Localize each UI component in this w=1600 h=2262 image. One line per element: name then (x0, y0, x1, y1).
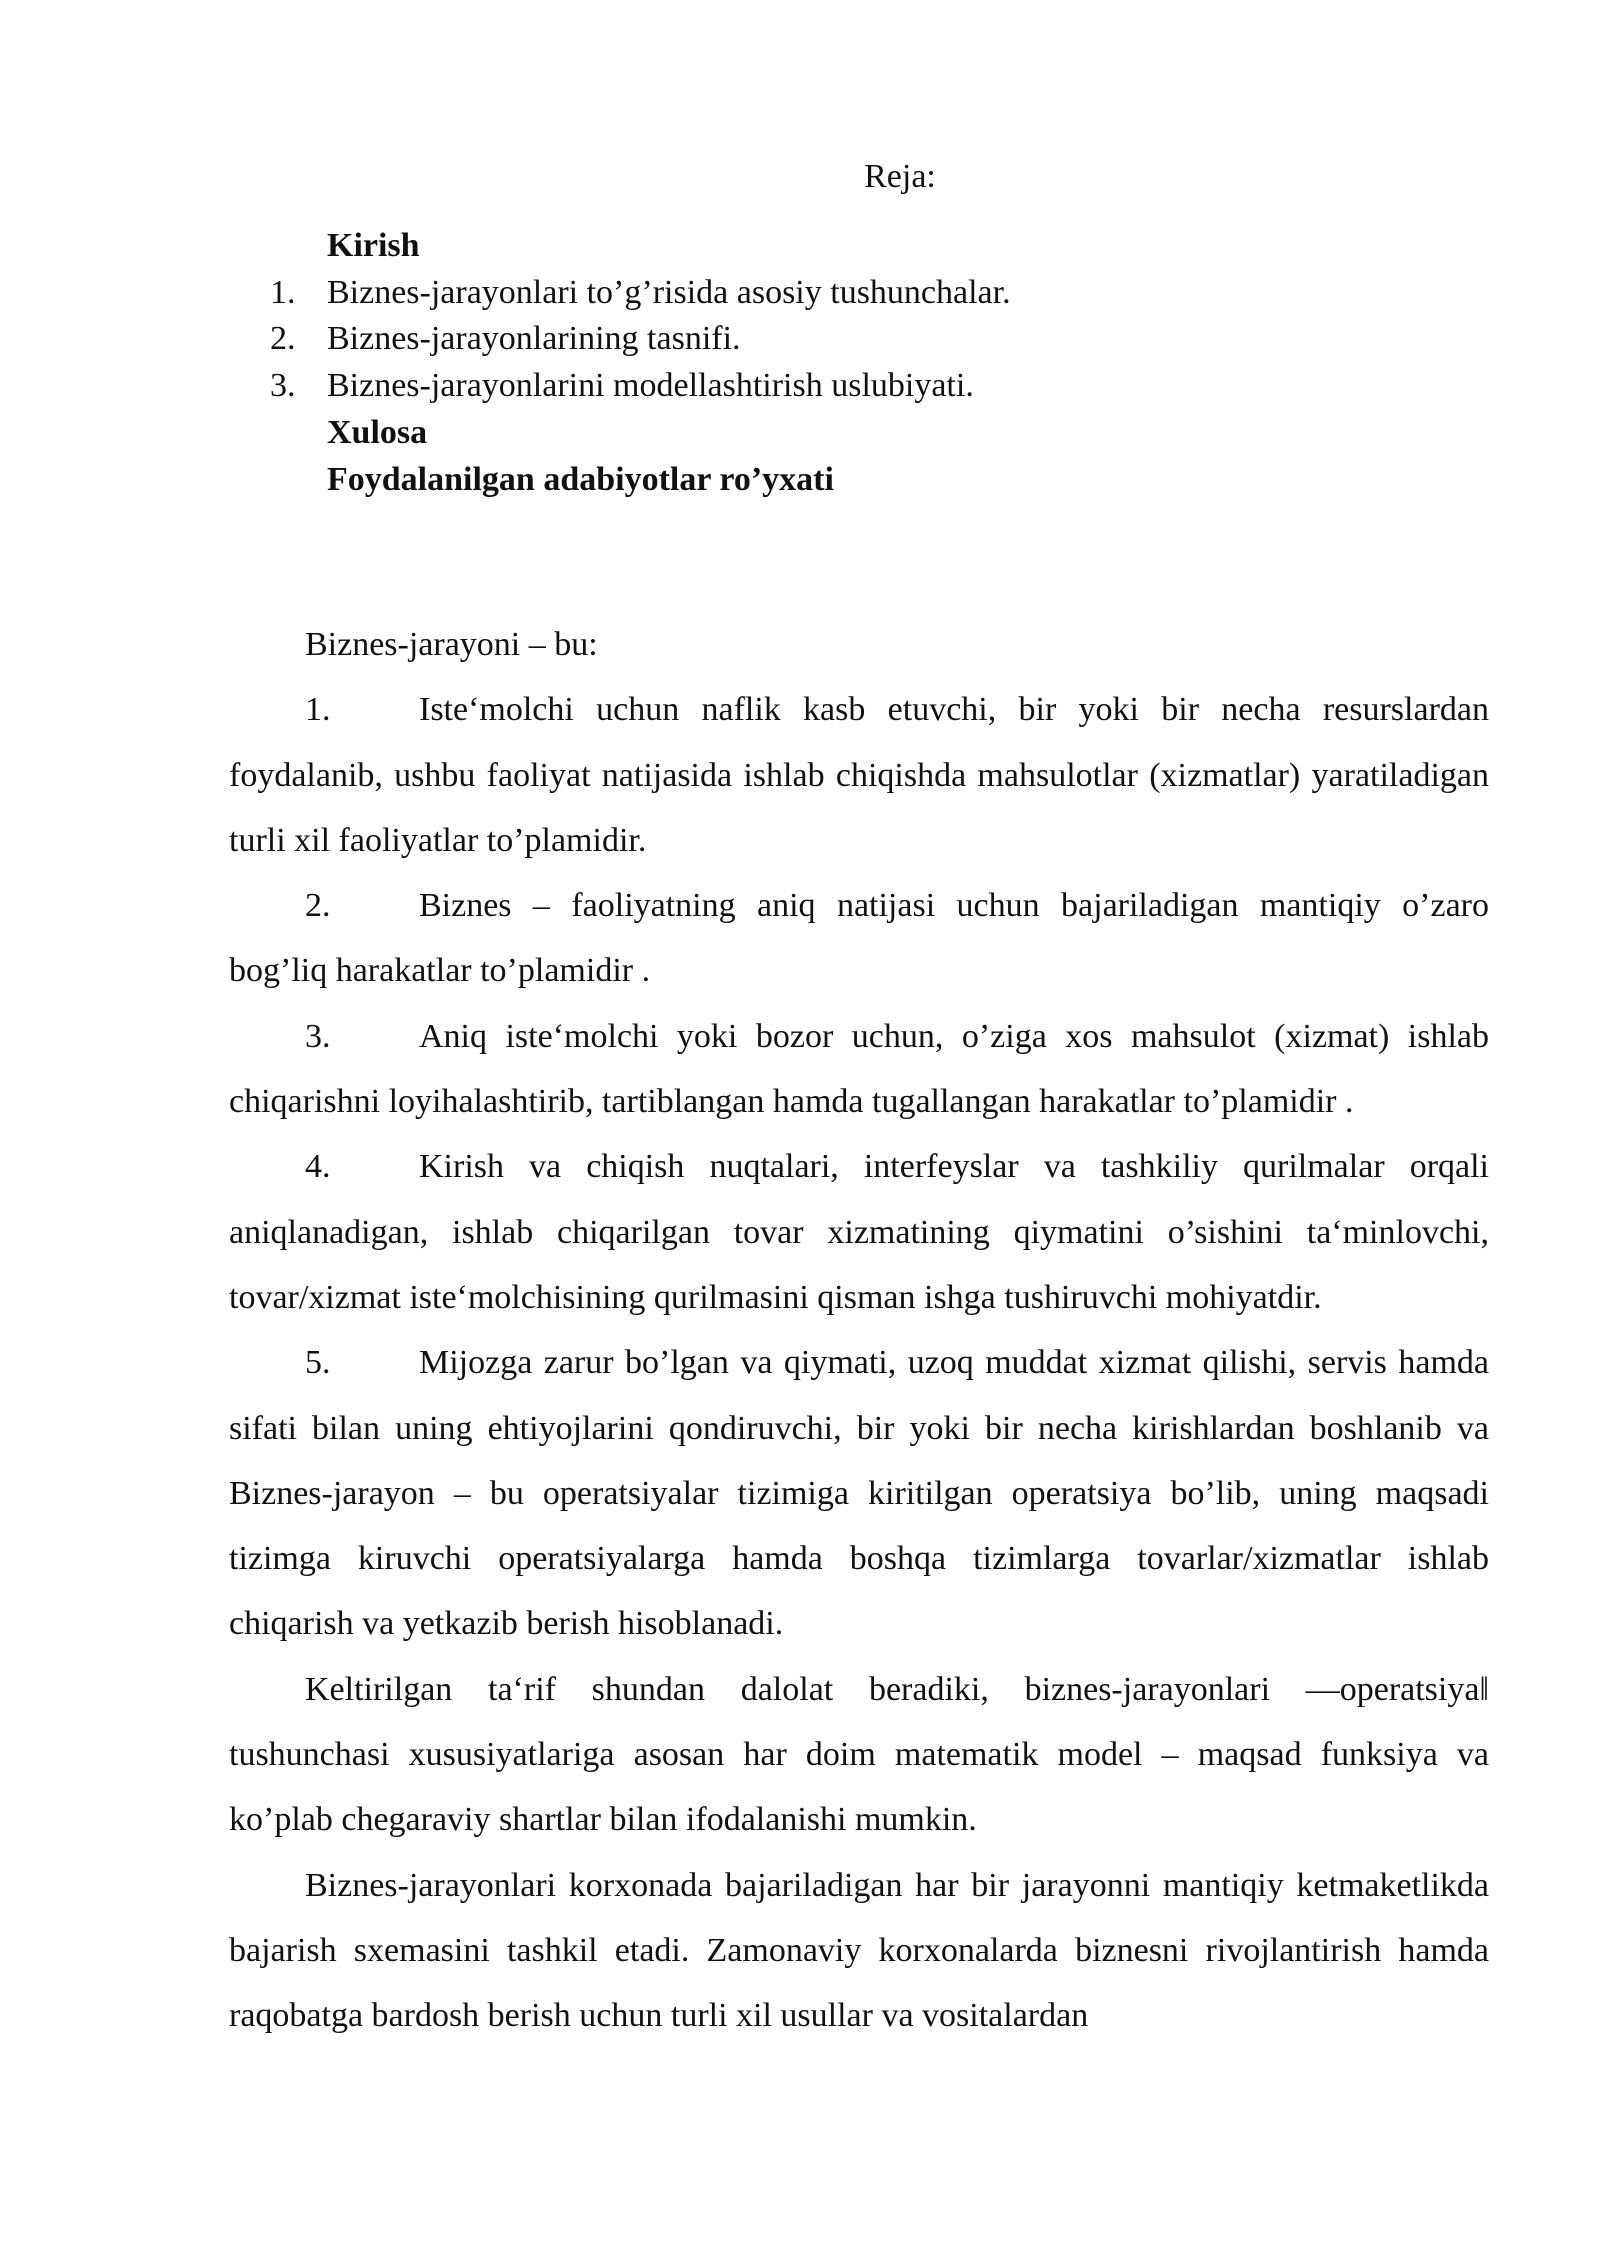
definition-text: Biznes – faoliyatning aniq natijasi uchun bajariladigan mantiqiy o’zaro bog’liq harakatlar to’plamidir . (229, 887, 1489, 990)
plan-item (270, 269, 1470, 316)
definition-item (229, 1330, 1489, 1656)
definition-item (229, 873, 1489, 1004)
body-paragraph: Keltirilgan ta‘rif shundan dalolat beradiki, biznes-jarayonlari ―operatsiya‖ tushunchasi xususiyatlariga asosan har doim matematik model – maqsad funksiya va ko’plab chegaraviy shartlar bilan ifodalanishi mumkin. (229, 1670, 1489, 1839)
definition-number: 4. (305, 1148, 331, 1186)
plan-conclusion: Xulosa (327, 414, 428, 451)
plan-title: Reja: (864, 158, 936, 195)
definition-text: Kirish va chiqish nuqtalari, interfeyslar va tashkiliy qurilmalar orqali aniqlanadigan, ishlab chiqarilgan tovar xizmatining qiymatini o’sishini ta‘minlovchi, tovar/xizmat iste‘molchisining qurilmasini qisman ishga tushiruvchi mohiyatdir. (229, 1148, 1489, 1316)
plan-intro: Kirish (327, 227, 420, 264)
definition-number: 1. (305, 691, 331, 729)
definition-item (229, 1004, 1489, 1135)
plan-references: Foydalanilgan adabiyotlar ro’yxati (327, 461, 834, 498)
plan-list (270, 222, 1470, 503)
plan-item-text: Biznes-jarayonlarining tasnifi. (327, 320, 741, 357)
definition-number: 3. (305, 1017, 331, 1055)
plan-item-text: Biznes-jarayonlari to’g’risida asosiy tushunchalar. (327, 274, 1011, 311)
definition-text: Aniq iste‘molchi yoki bozor uchun, o’ziga xos mahsulot (xizmat) ishlab chiqarishni loyihalashtirib, tartiblangan hamda tugallangan harakatlar to’plamidir . (229, 1017, 1489, 1121)
plan-item (270, 315, 1470, 362)
plan-item-number: 2. (270, 320, 296, 357)
plan-item-text: Biznes-jarayonlarini modellashtirish uslubiyati. (327, 367, 974, 404)
plan-item (270, 362, 1470, 409)
body-text (229, 612, 1489, 2049)
definition-number: 2. (305, 887, 331, 925)
definition-lead: Biznes-jarayoni – bu: (305, 626, 598, 663)
body-paragraph: Biznes-jarayonlari korxonada bajariladigan har bir jarayonni mantiqiy ketmaketlikda bajarish sxemasini tashkil etadi. Zamonaviy korxonalarda biznesni rivojlantirish hamda raqobatga bardosh berish uchun turli xil usullar va vositalardan (229, 1866, 1489, 2035)
definition-number: 5. (305, 1344, 331, 1382)
definition-text: Iste‘molchi uchun naflik kasb etuvchi, bir yoki bir necha resurslardan foydalanib, ushbu faoliyat natijasida ishlab chiqishda mahsulotlar (xizmatlar) yaratiladigan turli xil faoliyatlar to’plamidir. (229, 691, 1489, 859)
plan-item-number: 3. (270, 367, 296, 404)
definition-item (229, 677, 1489, 873)
definition-text: Mijozga zarur bo’lgan va qiymati, uzoq muddat xizmat qilishi, servis hamda sifati bilan uning ehtiyojlarini qondiruvchi, bir yoki bir necha kirishlardan boshlanib va Biznes-jarayon – bu operatsiyalar tizimiga kiritilgan operatsiya bo’lib, uning maqsadi tizimga kiruvchi operatsiyalarga hamda boshqa tizimlarga tovarlar/xizmatlar ishlab chiqarish va yetkazib berish hisoblanadi. (229, 1344, 1489, 1643)
definition-item (229, 1134, 1489, 1330)
plan-item-number: 1. (270, 274, 296, 311)
